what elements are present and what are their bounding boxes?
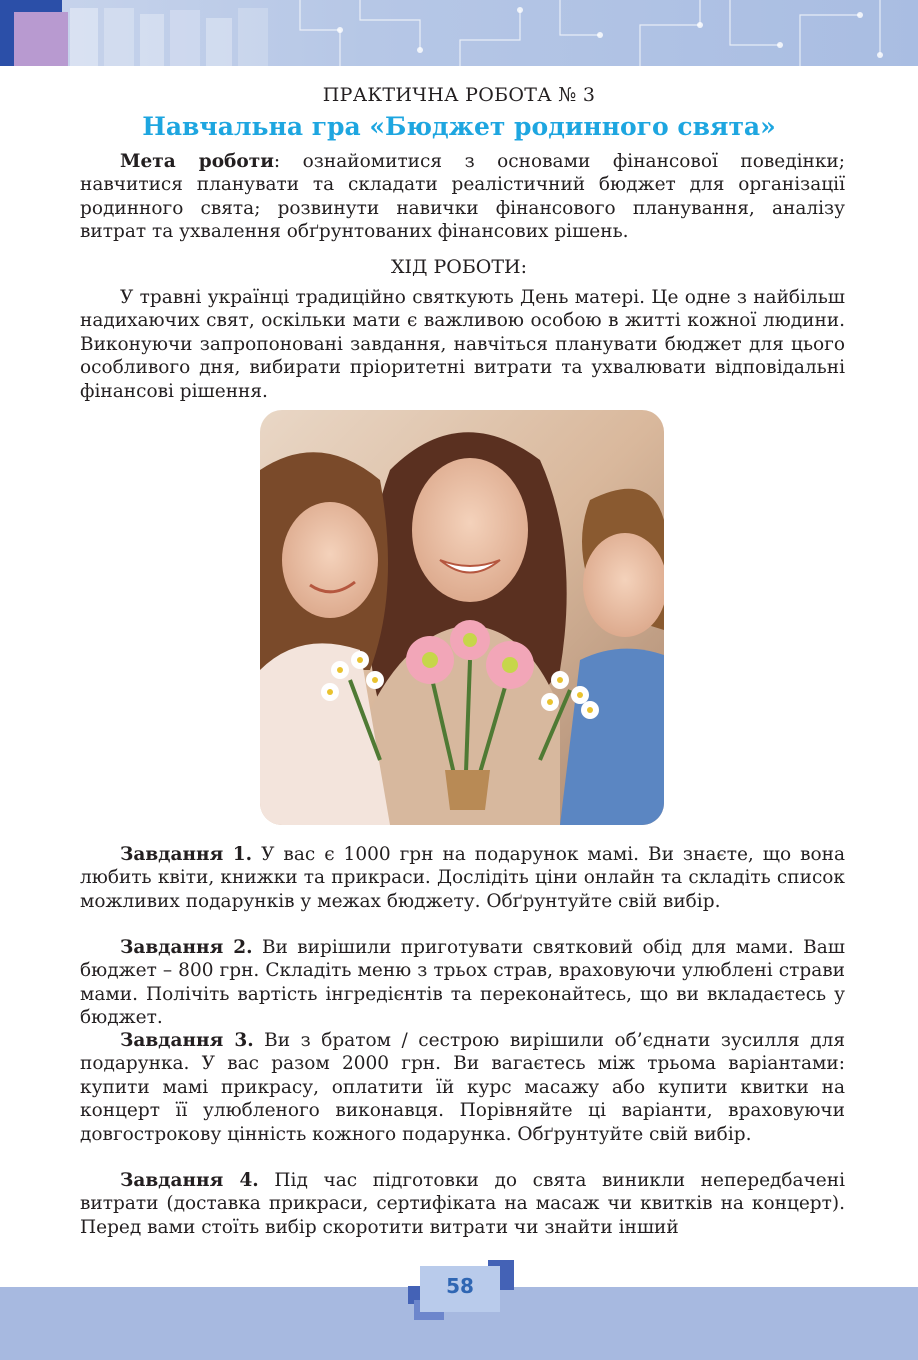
task-4-label: Завдання 4. bbox=[120, 1170, 259, 1191]
mothers-day-photo bbox=[260, 410, 664, 825]
task-2-label: Завдання 2. bbox=[120, 937, 253, 958]
task-3-text: Ви з братом / сестрою вирішили об’єднати зусилля для подарунка. У вас разом 2000 грн. Ви вагаєтесь між трьома варіантами: купити мамі прикрасу, оплатити їй курс масажу або купити квитки на концерт її улюбленого виконавця. Порівняйте ці варіанти, враховуючи довгострокову цінність кожного подарунка. Обґрунтуйте свій вибір. bbox=[80, 1030, 845, 1145]
task-3-paragraph bbox=[80, 1029, 845, 1146]
task-4-paragraph bbox=[80, 1169, 845, 1239]
task-1-text: У вас є 1000 грн на подарунок мамі. Ви знаєте, що вона любить квіти, книжки та прикраси. Дослідіть ціни онлайн та складіть список можливих подарунків у межах бюджету. Обґрунтуйте свій вибір. bbox=[80, 844, 845, 912]
top-decorative-band bbox=[0, 0, 918, 66]
goal-text: : ознайомитися з основами фінансової поведінки; навчитися планувати та складати реалістичний бюджет для організації родинного свята; розвинути навички фінансового планування, аналізу витрат та ухвалення обґрунтованих фінансових рішень. bbox=[80, 151, 845, 243]
practical-work-label: ПРАКТИЧНА РОБОТА № 3 bbox=[322, 84, 596, 106]
task-4-text: Під час підготовки до свята виникли непередбачені витрати (доставка прикраси, сертифіката на масаж чи квитків на концерт). Перед вами стоїть вибір скоротити витрати чи знайти інший bbox=[80, 1170, 846, 1238]
task-1-paragraph bbox=[80, 843, 845, 913]
intro-paragraph bbox=[80, 286, 845, 403]
task-1-label: Завдання 1. bbox=[120, 844, 253, 865]
intro-text: У травні українці традиційно святкують День матері. Це одне з найбільш надихаючих свят, оскільки мати є важливою особою в житті кожної людини. Виконуючи запропоновані завдання, навчіться планувати бюджет для цього особливого дня, вибирати пріоритетні витрати та ухвалювати відповідальні фінансові рішення. bbox=[80, 287, 845, 402]
page-number: 58 bbox=[446, 1274, 474, 1298]
progress-heading: ХІД РОБОТИ: bbox=[390, 256, 528, 278]
circuit-pattern bbox=[0, 0, 918, 66]
goal-label: Мета роботи bbox=[120, 151, 274, 172]
goal-paragraph bbox=[80, 150, 845, 244]
task-2-paragraph bbox=[80, 936, 845, 1030]
page-title: Навчальна гра «Бюджет родинного свята» bbox=[142, 112, 776, 141]
task-2-text: Ви вирішили приготувати святковий обід для мами. Ваш бюджет – 800 грн. Складіть меню з трьох страв, враховуючи улюблені страви мами. Полічіть вартість інгредієнтів та переконайтесь, що ви вкладаєтесь у бюджет. bbox=[80, 937, 845, 1029]
task-3-label: Завдання 3. bbox=[120, 1030, 254, 1051]
